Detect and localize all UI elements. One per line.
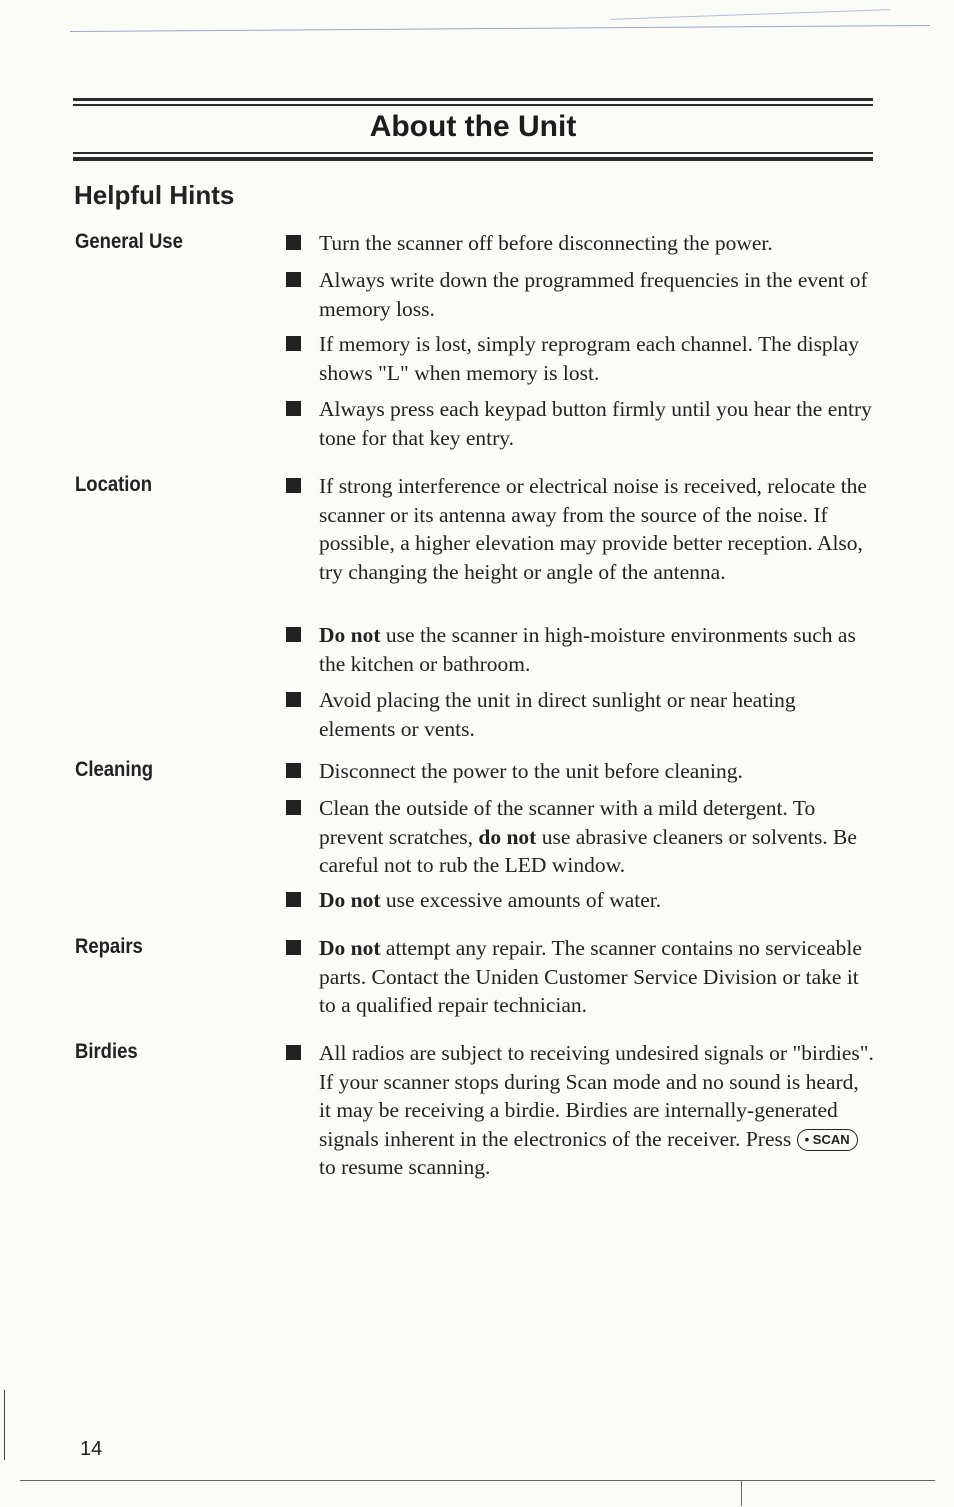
item-text: Clean the outside of the scanner with a mild detergent. To prevent scratches, do not use abrasive cleaners or solvents. Be careful not to rub the LED window. xyxy=(319,796,857,877)
list-item xyxy=(286,934,876,1020)
list-item xyxy=(286,395,876,452)
list-item xyxy=(286,1039,876,1182)
item-text: All radios are subject to receiving undesired signals or "birdies". If your scanner stops during Scan mode and no sound is heard, it may be receiving a birdie. Birdies are internally-generated signals inherent in the electronics of the receiver. Press • SCAN to resume scanning. xyxy=(319,1041,874,1179)
page-title: About the Unit xyxy=(369,110,577,143)
title-rule xyxy=(73,104,873,106)
scan-edge-line xyxy=(70,25,930,32)
scan-key-icon: • SCAN xyxy=(797,1129,858,1151)
item-text: Avoid placing the unit in direct sunlight or near heating elements or vents. xyxy=(319,688,796,741)
item-text: Always write down the programmed frequencies in the event of memory loss. xyxy=(319,268,868,321)
item-text: If strong interference or electrical noise is received, relocate the scanner or its antenna away from the source of the noise. If possible, a higher elevation may provide better reception. Also, try changing the height or angle of the antenna. xyxy=(319,474,867,584)
list-item xyxy=(286,229,876,258)
title-rule xyxy=(73,98,873,101)
bullet-square-icon xyxy=(286,627,301,642)
item-text: If memory is lost, simply reprogram each channel. The display shows "L" when memory is lost. xyxy=(319,332,859,385)
label-location: Location xyxy=(75,473,152,496)
list-item xyxy=(286,757,876,786)
list-item xyxy=(286,472,876,586)
item-text: Always press each keypad button firmly until you hear the entry tone for that key entry. xyxy=(319,397,872,450)
title-band xyxy=(73,98,873,164)
bullet-square-icon xyxy=(286,892,301,907)
title-rule xyxy=(73,157,873,161)
label-cleaning: Cleaning xyxy=(75,758,154,781)
list-item xyxy=(286,621,876,678)
crop-mark xyxy=(741,1480,742,1506)
crop-mark xyxy=(4,1390,5,1460)
list-item xyxy=(286,686,876,743)
item-text: Turn the scanner off before disconnecting the power. xyxy=(319,231,773,255)
scan-edge-line xyxy=(610,9,890,20)
section-heading: Helpful Hints xyxy=(74,180,235,210)
bullet-square-icon xyxy=(286,235,301,250)
page-bottom-rule xyxy=(20,1480,935,1481)
bullet-square-icon xyxy=(286,692,301,707)
page-number: 14 xyxy=(80,1438,103,1460)
item-text: Do not use excessive amounts of water. xyxy=(319,888,662,912)
title-rule xyxy=(73,152,873,154)
label-birdies: Birdies xyxy=(75,1040,138,1063)
list-item xyxy=(286,794,876,880)
item-text: Disconnect the power to the unit before cleaning. xyxy=(319,759,743,783)
list-item xyxy=(286,330,876,387)
bullet-square-icon xyxy=(286,336,301,351)
bullet-square-icon xyxy=(286,800,301,815)
list-item xyxy=(286,266,876,323)
bullet-square-icon xyxy=(286,763,301,778)
list-item xyxy=(286,886,876,915)
bullet-square-icon xyxy=(286,272,301,287)
bullet-square-icon xyxy=(286,940,301,955)
item-text: Do not use the scanner in high-moisture environments such as the kitchen or bathroom. xyxy=(319,623,856,676)
bullet-square-icon xyxy=(286,478,301,493)
bullet-square-icon xyxy=(286,401,301,416)
bullet-square-icon xyxy=(286,1045,301,1060)
label-general-use: General Use xyxy=(75,230,183,253)
item-text: Do not attempt any repair. The scanner contains no serviceable parts. Contact the Uniden Customer Service Division or take it to a qualified repair technician. xyxy=(319,936,862,1017)
label-repairs: Repairs xyxy=(75,935,143,958)
